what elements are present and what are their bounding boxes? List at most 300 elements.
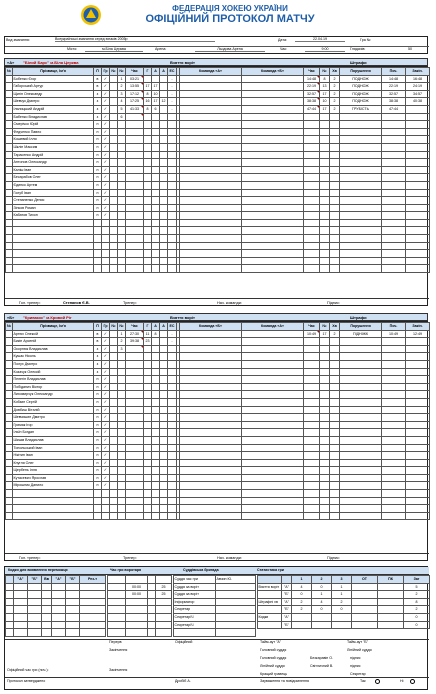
penalty-time[interactable]: 22:19 — [304, 83, 320, 91]
goal-cell[interactable] — [168, 219, 177, 227]
player-number[interactable] — [6, 166, 13, 174]
shootout-cell[interactable] — [28, 629, 42, 637]
on-ice-a[interactable] — [180, 452, 242, 460]
goal-cell[interactable] — [126, 250, 144, 258]
goal-cell[interactable] — [160, 490, 168, 498]
player-number[interactable] — [6, 452, 13, 460]
on-ice-b[interactable] — [242, 398, 304, 406]
player-number[interactable] — [6, 414, 13, 422]
goal-cell[interactable] — [144, 421, 152, 429]
official-name[interactable] — [216, 621, 256, 629]
played-check[interactable] — [102, 265, 110, 273]
penalty-cell[interactable] — [330, 490, 340, 498]
player-number[interactable] — [6, 444, 13, 452]
goal-cell[interactable] — [118, 181, 126, 189]
goal-cell[interactable] — [160, 406, 168, 414]
player-number[interactable] — [6, 113, 13, 121]
goal-cell[interactable] — [168, 265, 177, 273]
player-position[interactable]: н — [94, 376, 102, 384]
penalty-end[interactable] — [406, 105, 430, 113]
goal-scorer[interactable] — [144, 113, 152, 121]
goal-cell[interactable] — [152, 398, 160, 406]
penalty-cell[interactable] — [382, 505, 406, 513]
penalty-cell[interactable] — [406, 444, 430, 452]
time-field[interactable]: 9:00 — [305, 47, 345, 52]
shootout-cell[interactable] — [42, 613, 52, 621]
goal-cell[interactable] — [160, 250, 168, 258]
penalty-cell[interactable] — [304, 345, 320, 353]
goal-time[interactable]: 39:38 — [126, 338, 144, 346]
penalty-cell[interactable] — [330, 391, 340, 399]
goalie-cell[interactable] — [148, 621, 156, 629]
penalty-cell[interactable] — [304, 421, 320, 429]
player-name[interactable] — [13, 512, 94, 520]
penalty-cell[interactable] — [304, 398, 320, 406]
penalty-cell[interactable] — [340, 197, 382, 205]
stats-value[interactable] — [332, 613, 352, 621]
goal-cell[interactable] — [160, 398, 168, 406]
penalty-cell[interactable] — [340, 421, 382, 429]
penalty-cell[interactable] — [320, 421, 330, 429]
player-position[interactable]: з — [94, 345, 102, 353]
goal-cell[interactable] — [118, 235, 126, 243]
penalty-cell[interactable] — [330, 512, 340, 520]
penalty-cell[interactable] — [406, 174, 430, 182]
goal-cell[interactable] — [168, 174, 177, 182]
penalty-cell[interactable] — [304, 121, 320, 129]
goal-cell[interactable] — [168, 159, 177, 167]
goal-cell[interactable] — [144, 368, 152, 376]
player-position[interactable]: н — [94, 391, 102, 399]
played-check[interactable]: ✓ — [102, 204, 110, 212]
penalty-player[interactable]: 10 — [320, 98, 330, 106]
penalty-cell[interactable] — [340, 482, 382, 490]
goalie-start[interactable]: 00:00 — [126, 591, 148, 599]
goal-cell[interactable] — [152, 219, 160, 227]
penalty-cell[interactable] — [382, 338, 406, 346]
penalty-cell[interactable] — [320, 452, 330, 460]
stats-value[interactable] — [378, 606, 404, 614]
player-name[interactable]: Шклін Максим — [13, 143, 94, 151]
goal-cell[interactable] — [126, 353, 144, 361]
penalty-cell[interactable] — [340, 406, 382, 414]
player-position[interactable]: н — [94, 459, 102, 467]
player-number[interactable] — [6, 265, 13, 273]
goal-assist-2[interactable] — [160, 75, 168, 83]
goal-cell[interactable] — [152, 391, 160, 399]
penalty-cell[interactable] — [320, 235, 330, 243]
goal-cell[interactable] — [152, 406, 160, 414]
goal-cell[interactable] — [118, 151, 126, 159]
goal-cell[interactable] — [160, 482, 168, 490]
penalty-cell[interactable] — [406, 265, 430, 273]
goal-cell[interactable] — [126, 227, 144, 235]
shootout-cell[interactable] — [80, 629, 106, 637]
goal-cell[interactable] — [144, 181, 152, 189]
goal-cell[interactable] — [126, 265, 144, 273]
goal-cell[interactable] — [118, 121, 126, 129]
goal-cell[interactable] — [126, 174, 144, 182]
goal-cell[interactable] — [152, 421, 160, 429]
penalty-cell[interactable] — [330, 474, 340, 482]
yes-radio[interactable] — [375, 679, 380, 684]
goal-cell[interactable] — [168, 368, 177, 376]
shootout-cell[interactable] — [42, 598, 52, 606]
player-name[interactable] — [13, 242, 94, 250]
penalty-cell[interactable] — [304, 204, 320, 212]
penalty-cell[interactable] — [330, 250, 340, 258]
on-ice-b[interactable] — [242, 459, 304, 467]
penalty-cell[interactable] — [382, 345, 406, 353]
goal-cell[interactable] — [152, 376, 160, 384]
goal-cell[interactable] — [168, 143, 177, 151]
goal-cell[interactable] — [152, 436, 160, 444]
player-name[interactable]: Кошевий Ілля — [13, 136, 94, 144]
stats-value[interactable]: 0 — [332, 606, 352, 614]
player-name[interactable]: Щигін Олександр — [13, 90, 94, 98]
on-ice-b[interactable] — [242, 376, 304, 384]
player-number[interactable] — [6, 204, 13, 212]
played-check[interactable]: ✓ — [102, 212, 110, 220]
on-ice-b[interactable] — [242, 360, 304, 368]
goal-cell[interactable] — [144, 482, 152, 490]
player-position[interactable]: н — [94, 429, 102, 437]
player-position[interactable]: з — [94, 90, 102, 98]
goal-cell[interactable] — [144, 467, 152, 475]
penalty-cell[interactable] — [320, 345, 330, 353]
player-name[interactable] — [13, 219, 94, 227]
penalty-cell[interactable] — [340, 189, 382, 197]
penalty-cell[interactable] — [320, 166, 330, 174]
penalty-cell[interactable] — [406, 227, 430, 235]
on-ice-b[interactable] — [242, 444, 304, 452]
goal-cell[interactable] — [168, 242, 177, 250]
goal-cell[interactable] — [144, 227, 152, 235]
penalty-minutes[interactable]: 2 — [330, 75, 340, 83]
on-ice-b[interactable] — [242, 83, 304, 91]
player-position[interactable]: н — [94, 166, 102, 174]
player-position[interactable]: в — [94, 75, 102, 83]
shootout-cell[interactable] — [6, 613, 14, 621]
on-ice-b[interactable] — [242, 174, 304, 182]
stats-value[interactable]: 5 — [404, 583, 430, 591]
penalty-end[interactable]: 24:19 — [406, 83, 430, 91]
goal-cell[interactable] — [144, 166, 152, 174]
penalty-cell[interactable] — [340, 257, 382, 265]
shootout-cell[interactable] — [28, 598, 42, 606]
goal-cell[interactable] — [144, 497, 152, 505]
penalty-cell[interactable] — [340, 512, 382, 520]
main-referee[interactable]: Безкаравін О. — [310, 656, 334, 660]
player-position[interactable]: н — [94, 474, 102, 482]
goal-cell[interactable] — [126, 181, 144, 189]
penalty-cell[interactable] — [304, 360, 320, 368]
on-ice-b[interactable] — [242, 143, 304, 151]
player-position[interactable]: н — [94, 189, 102, 197]
goal-cell[interactable] — [118, 166, 126, 174]
stats-value[interactable] — [352, 598, 378, 606]
goal-cell[interactable] — [160, 383, 168, 391]
goal-cell[interactable] — [160, 436, 168, 444]
penalty-cell[interactable] — [382, 368, 406, 376]
player-name[interactable] — [13, 497, 94, 505]
goal-cell[interactable] — [152, 497, 160, 505]
player-position[interactable]: н — [94, 159, 102, 167]
player-number[interactable] — [6, 174, 13, 182]
goal-cell[interactable] — [126, 490, 144, 498]
on-ice-a[interactable] — [180, 90, 242, 98]
player-position[interactable]: з — [94, 353, 102, 361]
player-number[interactable] — [6, 421, 13, 429]
goal-cell[interactable] — [126, 383, 144, 391]
player-position[interactable]: н — [94, 181, 102, 189]
played-check[interactable]: ✓ — [102, 128, 110, 136]
goal-cell[interactable] — [168, 429, 177, 437]
goal-cell[interactable] — [168, 376, 177, 384]
penalty-start[interactable]: 38:38 — [382, 98, 406, 106]
player-number[interactable] — [6, 121, 13, 129]
shootout-cell[interactable] — [66, 583, 80, 591]
penalty-cell[interactable] — [340, 136, 382, 144]
shootout-cell[interactable] — [28, 613, 42, 621]
goal-cell[interactable] — [152, 121, 160, 129]
goal-cell[interactable] — [118, 467, 126, 475]
goal-scorer[interactable]: 8 — [144, 90, 152, 98]
goal-cell[interactable] — [152, 368, 160, 376]
goal-cell[interactable] — [126, 242, 144, 250]
penalty-cell[interactable] — [304, 383, 320, 391]
penalty-cell[interactable] — [320, 383, 330, 391]
goalie-cell[interactable] — [108, 598, 126, 606]
stats-value[interactable] — [352, 621, 378, 629]
penalty-cell[interactable] — [330, 353, 340, 361]
player-name[interactable]: Лихомирчук Олександр — [13, 391, 94, 399]
goal-scorer[interactable]: 16 — [144, 98, 152, 106]
played-check[interactable]: ✓ — [102, 113, 110, 121]
goal-cell[interactable] — [118, 250, 126, 258]
penalty-cell[interactable] — [320, 189, 330, 197]
penalty-cell[interactable] — [304, 376, 320, 384]
player-number[interactable] — [6, 83, 13, 91]
goal-cell[interactable] — [118, 406, 126, 414]
player-name[interactable]: Побіданич Віктор — [13, 383, 94, 391]
penalty-cell[interactable] — [340, 414, 382, 422]
penalty-cell[interactable] — [330, 257, 340, 265]
penalty-cell[interactable] — [304, 151, 320, 159]
goal-cell[interactable] — [168, 497, 177, 505]
goalie-cell[interactable] — [108, 621, 126, 629]
goal-assist-1[interactable]: 17 — [152, 83, 160, 91]
played-check[interactable]: ✓ — [102, 151, 110, 159]
player-position[interactable]: н — [94, 436, 102, 444]
player-number[interactable] — [6, 330, 13, 338]
date-field[interactable]: 22.04.19 — [295, 37, 345, 42]
player-position[interactable]: з — [94, 98, 102, 106]
played-check[interactable]: ✓ — [102, 90, 110, 98]
penalty-cell[interactable] — [406, 490, 430, 498]
spectators-field[interactable]: 50 — [408, 47, 412, 51]
penalty-cell[interactable] — [382, 497, 406, 505]
played-check[interactable] — [102, 242, 110, 250]
penalty-cell[interactable] — [382, 235, 406, 243]
penalty-player[interactable]: 17 — [320, 90, 330, 98]
penalty-cell[interactable] — [382, 166, 406, 174]
penalty-cell[interactable] — [320, 113, 330, 121]
on-ice-a[interactable] — [180, 360, 242, 368]
goal-time[interactable]: 41:33 — [126, 105, 144, 113]
shootout-cell[interactable] — [42, 583, 52, 591]
shootout-cell[interactable] — [80, 598, 106, 606]
on-ice-a[interactable] — [180, 406, 242, 414]
player-position[interactable]: н — [94, 398, 102, 406]
penalty-offence[interactable]: ПОДНОЖ — [340, 83, 382, 91]
penalty-cell[interactable] — [406, 151, 430, 159]
on-ice-b[interactable] — [242, 121, 304, 129]
penalty-cell[interactable] — [330, 204, 340, 212]
shootout-cell[interactable] — [52, 606, 66, 614]
player-name[interactable]: Бикін Арсеній — [13, 338, 94, 346]
player-position[interactable]: н — [94, 197, 102, 205]
goal-cell[interactable] — [118, 353, 126, 361]
player-number[interactable] — [6, 459, 13, 467]
penalty-minutes[interactable]: 2 — [330, 98, 340, 106]
penalty-cell[interactable] — [330, 383, 340, 391]
goalie-cell[interactable] — [126, 629, 148, 637]
stats-value[interactable]: 2 — [332, 598, 352, 606]
goal-cell[interactable] — [144, 436, 152, 444]
goal-cell[interactable] — [118, 257, 126, 265]
on-ice-b[interactable] — [242, 219, 304, 227]
on-ice-a[interactable] — [180, 429, 242, 437]
shootout-cell[interactable] — [80, 606, 106, 614]
goalie-end[interactable] — [156, 576, 172, 584]
player-name[interactable]: Щербень Ілля — [13, 467, 94, 475]
goal-cell[interactable] — [118, 414, 126, 422]
penalty-cell[interactable] — [406, 189, 430, 197]
player-name[interactable]: Бесарабов Олег — [13, 174, 94, 182]
shootout-cell[interactable] — [80, 583, 106, 591]
goal-cell[interactable] — [160, 376, 168, 384]
stats-value[interactable]: 2 — [404, 606, 430, 614]
player-position[interactable] — [94, 235, 102, 243]
goal-situation[interactable]: - — [168, 98, 177, 106]
goal-cell[interactable] — [126, 197, 144, 205]
penalty-cell[interactable] — [330, 181, 340, 189]
penalty-cell[interactable] — [382, 474, 406, 482]
goal-cell[interactable] — [152, 444, 160, 452]
on-ice-b[interactable] — [242, 482, 304, 490]
stats-value[interactable]: 0 — [404, 621, 430, 629]
player-name[interactable]: Шевчишин Дмитро — [13, 414, 94, 422]
on-ice-b[interactable] — [242, 128, 304, 136]
penalty-offence[interactable]: ГРУБІСТЬ — [340, 105, 382, 113]
goal-cell[interactable] — [168, 121, 177, 129]
penalty-cell[interactable] — [304, 227, 320, 235]
penalty-cell[interactable] — [320, 391, 330, 399]
goal-cell[interactable] — [126, 391, 144, 399]
penalty-cell[interactable] — [330, 197, 340, 205]
played-check[interactable]: ✓ — [102, 181, 110, 189]
on-ice-a[interactable] — [180, 330, 242, 338]
penalty-offence[interactable]: ПОДНОЖ — [340, 98, 382, 106]
player-number[interactable] — [6, 219, 13, 227]
goal-cell[interactable] — [144, 353, 152, 361]
player-name[interactable] — [13, 505, 94, 513]
goal-cell[interactable] — [118, 436, 126, 444]
penalty-cell[interactable] — [330, 113, 340, 121]
goal-cell[interactable] — [160, 505, 168, 513]
on-ice-a[interactable] — [180, 459, 242, 467]
penalty-cell[interactable] — [304, 219, 320, 227]
goal-assist-2[interactable] — [160, 113, 168, 121]
goal-cell[interactable] — [160, 181, 168, 189]
penalty-cell[interactable] — [382, 181, 406, 189]
penalty-cell[interactable] — [330, 242, 340, 250]
player-name[interactable]: Бобенко Єгор — [13, 75, 94, 83]
player-name[interactable]: Окорнюк Владислав — [13, 345, 94, 353]
penalty-cell[interactable] — [320, 136, 330, 144]
goal-assist-1[interactable] — [152, 345, 160, 353]
penalty-cell[interactable] — [406, 421, 430, 429]
penalty-cell[interactable] — [406, 143, 430, 151]
goal-cell[interactable] — [152, 360, 160, 368]
stats-value[interactable]: 0 — [312, 606, 332, 614]
goal-cell[interactable] — [144, 459, 152, 467]
player-number[interactable] — [6, 482, 13, 490]
player-position[interactable]: н — [94, 414, 102, 422]
on-ice-b[interactable] — [242, 204, 304, 212]
penalty-cell[interactable] — [382, 128, 406, 136]
penalty-cell[interactable] — [330, 414, 340, 422]
on-ice-a[interactable] — [180, 113, 242, 121]
player-name[interactable]: Кутасевич Ярослав — [13, 474, 94, 482]
played-check[interactable]: ✓ — [102, 467, 110, 475]
player-number[interactable] — [6, 143, 13, 151]
on-ice-b[interactable] — [242, 151, 304, 159]
played-check[interactable]: ✓ — [102, 368, 110, 376]
player-position[interactable]: в — [94, 330, 102, 338]
penalty-cell[interactable] — [304, 166, 320, 174]
played-check[interactable]: ✓ — [102, 159, 110, 167]
penalty-cell[interactable] — [304, 452, 320, 460]
player-name[interactable] — [13, 490, 94, 498]
penalty-cell[interactable] — [304, 368, 320, 376]
goal-time[interactable]: 17:12 — [126, 90, 144, 98]
player-position[interactable]: н — [94, 121, 102, 129]
player-number[interactable] — [6, 227, 13, 235]
penalty-cell[interactable] — [406, 391, 430, 399]
goal-cell[interactable] — [152, 189, 160, 197]
penalty-cell[interactable] — [320, 338, 330, 346]
stats-value[interactable]: 1 — [332, 583, 352, 591]
penalty-cell[interactable] — [406, 436, 430, 444]
goal-cell[interactable] — [160, 204, 168, 212]
penalty-cell[interactable] — [330, 482, 340, 490]
penalty-cell[interactable] — [382, 265, 406, 273]
goal-cell[interactable] — [168, 452, 177, 460]
goal-cell[interactable] — [126, 128, 144, 136]
goal-assist-2[interactable] — [160, 105, 168, 113]
shootout-cell[interactable] — [14, 591, 28, 599]
penalty-cell[interactable] — [304, 459, 320, 467]
player-position[interactable] — [94, 497, 102, 505]
played-check[interactable]: ✓ — [102, 414, 110, 422]
goal-cell[interactable] — [160, 227, 168, 235]
player-position[interactable] — [94, 257, 102, 265]
penalty-cell[interactable] — [340, 235, 382, 243]
player-position[interactable]: з — [94, 368, 102, 376]
penalty-start[interactable]: 47:44 — [382, 105, 406, 113]
